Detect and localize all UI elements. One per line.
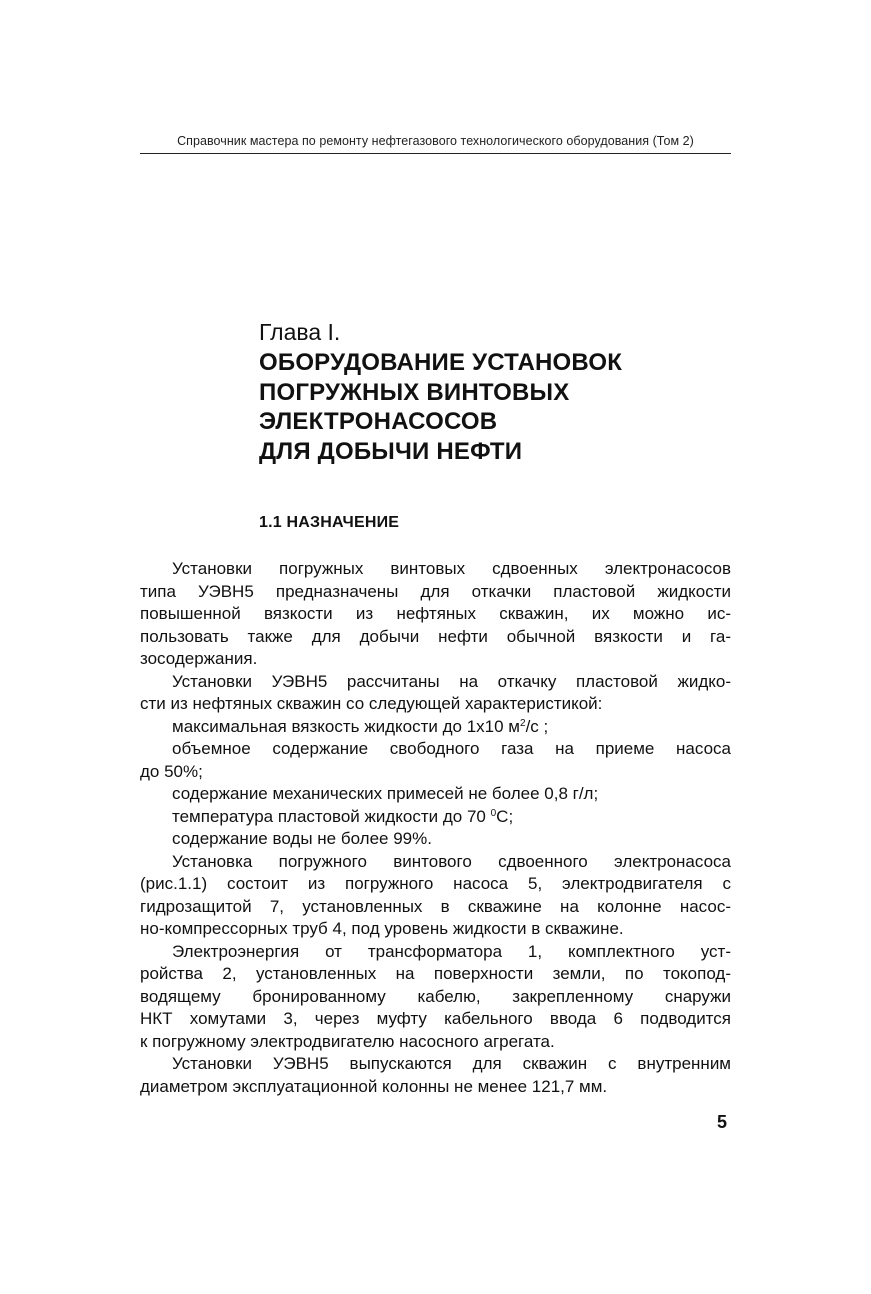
characteristic-text: /с ; xyxy=(525,716,549,736)
characteristic-text: максимальная вязкость жидкости до 1х10 м xyxy=(172,716,520,736)
text-line: типа УЭВН5 предназначены для откачки пластовой жидкости xyxy=(140,581,731,601)
page-number: 5 xyxy=(717,1112,728,1132)
text-line: диаметром эксплуатационной колонны не менее 121,7 мм. xyxy=(140,1076,608,1096)
text-line: зосодержания. xyxy=(140,649,258,668)
superscript: 2 xyxy=(520,717,526,729)
characteristic-impurities: содержание механических примесей не более 0,8 г/л; xyxy=(172,784,599,803)
chapter-title-line: ЭЛЕКТРОНАСОСОВ xyxy=(259,408,498,435)
text-line: до 50%; xyxy=(140,761,203,781)
chapter-title xyxy=(259,348,622,466)
characteristic-viscosity xyxy=(140,716,731,739)
characteristic-water: содержание воды не более 99%. xyxy=(172,829,432,848)
superscript: 0 xyxy=(490,807,497,819)
characteristic-gas: объемное содержание свободного газа на приеме насоса xyxy=(172,739,731,758)
text-line: водящему бронированному кабелю, закрепленному снаружи xyxy=(140,986,731,1006)
text-line: Электроэнергия от трансформатора 1, комплектного уст- xyxy=(172,941,731,961)
characteristic-temperature xyxy=(140,806,731,829)
characteristic-text: С; xyxy=(496,806,514,826)
text-line: (рис.1.1) состоит из погружного насоса 5, электродвигателя с xyxy=(140,874,731,893)
text-line: ройства 2, установленных на поверхности земли, по токопод- xyxy=(140,964,731,983)
chapter-title-line: ОБОРУДОВАНИЕ УСТАНОВОК xyxy=(259,349,623,376)
text-line: Установка погружного винтового сдвоенного электронасоса xyxy=(172,851,731,871)
text-line: гидрозащитой 7, установленных в скважине на колонне насос- xyxy=(140,896,731,916)
text-line: пользовать также для добычи нефти обычной вязкости и га- xyxy=(140,626,731,646)
chapter-label: Глава I. xyxy=(259,319,341,345)
text-line: к погружному электродвигателю насосного агрегата. xyxy=(140,1031,555,1051)
running-header: Справочник мастера по ремонту нефтегазового технологического оборудования (Том 2) xyxy=(177,134,694,148)
text-line: но-компрессорных труб 4, под уровень жидкости в скважине. xyxy=(140,919,624,938)
chapter-title-line: ДЛЯ ДОБЫЧИ НЕФТИ xyxy=(259,437,523,465)
text-line: Установки УЭВН5 выпускаются для скважин с внутренним xyxy=(172,1054,731,1073)
chapter-title-line: ПОГРУЖНЫХ ВИНТОВЫХ xyxy=(259,378,570,406)
section-heading: 1.1 НАЗНАЧЕНИЕ xyxy=(259,514,400,531)
text-line: Установки погружных винтовых сдвоенных электронасосов xyxy=(172,559,731,578)
text-line: повышенной вязкости из нефтяных скважин, их можно ис- xyxy=(140,604,731,623)
text-line: НКТ хомутами 3, через муфту кабельного ввода 6 подводится xyxy=(140,1009,731,1028)
characteristic-text: температура пластовой жидкости до 70 xyxy=(172,806,491,826)
text-line: Установки УЭВН5 рассчитаны на откачку пластовой жидко- xyxy=(172,671,731,691)
header-rule xyxy=(140,153,731,154)
body-text xyxy=(140,558,731,1098)
text-line: сти из нефтяных скважин со следующей характеристикой: xyxy=(140,694,603,713)
